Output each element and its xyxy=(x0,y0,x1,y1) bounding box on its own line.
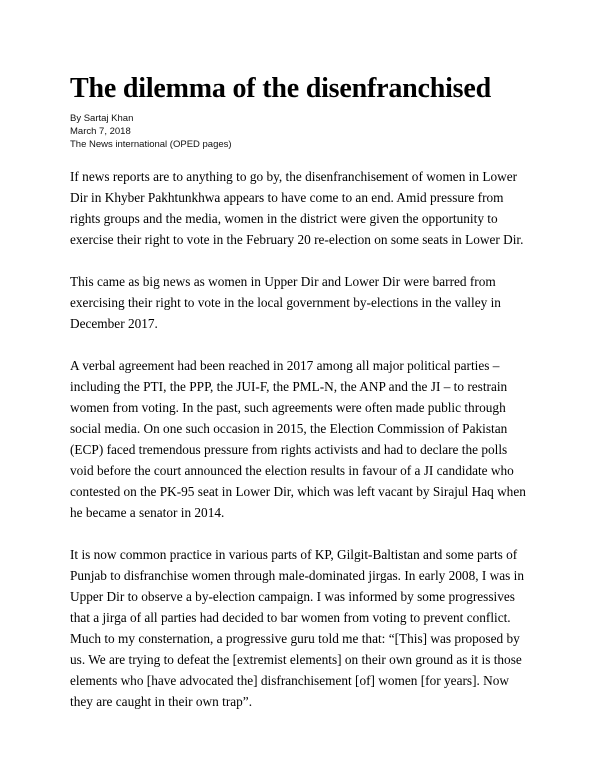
paragraph-line: If news reports are to anything to go by, the disenfranchisement of women in Lower xyxy=(70,169,518,184)
paragraph-line: It is now common practice in various parts of KP, Gilgit-Baltistan and some parts of xyxy=(70,547,518,562)
paragraph-line: exercise their right to vote in the February 20 re-election on some seats in Lower Dir. xyxy=(70,232,524,247)
paragraph-line: exercising their right to vote in the local government by-elections in the valley in xyxy=(70,295,501,310)
publication-source: The News international (OPED pages) xyxy=(70,139,232,150)
paragraph-line: void before the court announced the election results in favour of a JI candidate who xyxy=(70,463,514,478)
paragraph-line: rights groups and the media, women in the district were given the opportunity to xyxy=(70,211,498,226)
paragraph-line: This came as big news as women in Upper Dir and Lower Dir were barred from xyxy=(70,274,496,289)
paragraph-3 xyxy=(70,355,532,523)
paragraph-line: elements who [have advocated the] disfranchisement [of] women [for years]. Now xyxy=(70,673,509,688)
article-body xyxy=(70,166,532,733)
publish-date: March 7, 2018 xyxy=(70,126,131,137)
paragraph-line: including the PTI, the PPP, the JUI-F, the PML-N, the ANP and the JI – to restrain xyxy=(70,379,508,394)
paragraph-line: us. We are trying to defeat the [extremist elements] on their own ground as it is those xyxy=(70,652,522,667)
paragraph-line: A verbal agreement had been reached in 2017 among all major political parties – xyxy=(70,358,500,373)
paragraph-4 xyxy=(70,544,532,712)
paragraph-2 xyxy=(70,271,532,334)
paragraph-line: social media. On one such occasion in 2015, the Election Commission of Pakistan xyxy=(70,421,508,436)
paragraph-line: Dir in Khyber Pakhtunkhwa appears to have come to an end. Amid pressure from xyxy=(70,190,504,205)
paragraph-line: Punjab to disfranchise women through male-dominated jirgas. In early 2008, I was in xyxy=(70,568,524,583)
paragraph-line: women from voting. In the past, such agreements were often made public through xyxy=(70,400,506,415)
paragraph-line: December 2017. xyxy=(70,316,158,331)
paragraph-line: (ECP) faced tremendous pressure from rights activists and had to declare the polls xyxy=(70,442,508,457)
paragraph-line: that a jirga of all parties had decided to bar women from voting to prevent conflict. xyxy=(70,610,511,625)
paragraph-line: Much to my consternation, a progressive guru told me that: “[This] was proposed by xyxy=(70,631,520,646)
paragraph-line: contested on the PK-95 seat in Lower Dir, which was left vacant by Sirajul Haq when xyxy=(70,484,526,499)
paragraph-line: they are caught in their own trap”. xyxy=(70,694,253,709)
paragraph-line: he became a senator in 2014. xyxy=(70,505,225,520)
article-meta xyxy=(70,112,232,151)
paragraph-1 xyxy=(70,166,532,250)
paragraph-line: Upper Dir to observe a by-election campaign. I was informed by some progressives xyxy=(70,589,515,604)
article-title: The dilemma of the disenfranchised xyxy=(70,73,491,104)
byline: By Sartaj Khan xyxy=(70,113,134,124)
